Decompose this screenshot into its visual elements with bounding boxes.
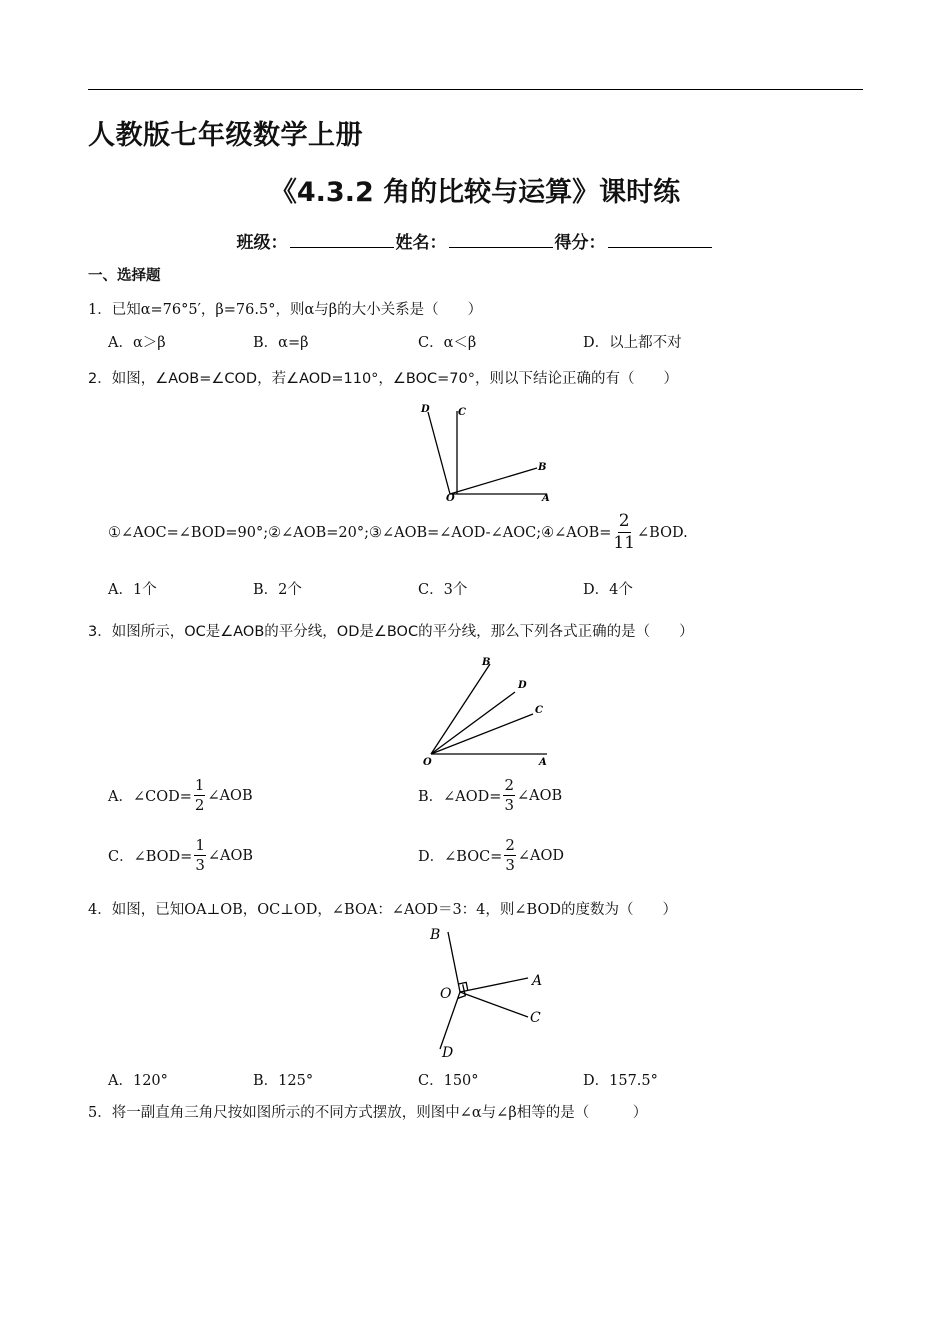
q1-option-c[interactable]: C．α＜β: [418, 335, 477, 351]
q2-option-d[interactable]: D．4个: [583, 582, 633, 598]
q2-label-b: B: [538, 462, 547, 473]
q3-option-a-den: 2: [194, 796, 205, 814]
q4-ray-oc: [460, 992, 528, 1017]
q3-label-a: A: [539, 757, 547, 768]
q3-option-b-post: ∠AOB: [517, 787, 563, 804]
q2-statement-post: ∠BOD.: [637, 524, 688, 541]
q3-ray-oc: [431, 714, 533, 754]
q4-ray-ob: [448, 932, 460, 992]
q4-figure: [420, 922, 560, 1062]
book-title: 人教版七年级数学上册: [88, 120, 363, 151]
q2-frac-den: 11: [613, 533, 636, 553]
q2-label-d: D: [421, 404, 430, 415]
q3-option-d-den: 3: [505, 856, 515, 874]
q3-option-c-fraction: [194, 838, 206, 873]
q4-label-d: D: [442, 1045, 454, 1061]
section-heading: 一、选择题: [88, 268, 161, 284]
q3-option-c-pre: C．∠BOD=: [108, 849, 193, 865]
q3-option-a-post: ∠AOB: [207, 787, 253, 804]
question-2-text: 2．如图，∠AOB=∠COD，若∠AOD=110°，∠BOC=70°，则以下结论正确的有（ ）: [88, 371, 678, 387]
q3-option-a-pre: A．∠COD=: [108, 789, 192, 805]
q3-option-a-fraction: [194, 778, 206, 813]
class-blank[interactable]: [290, 233, 394, 248]
q3-option-c-num: 1: [195, 836, 205, 854]
q2-option-a[interactable]: A．1个: [108, 582, 157, 598]
q3-option-d-post: ∠AOD: [517, 847, 565, 864]
q3-option-c-den: 3: [195, 856, 205, 874]
q4-label-b: B: [430, 927, 441, 943]
q3-label-b: B: [482, 657, 491, 668]
q3-ray-od: [431, 692, 515, 754]
q4-label-o: O: [440, 986, 452, 1002]
q3-option-a-num: 1: [194, 776, 205, 794]
q3-option-b-num: 2: [504, 776, 514, 794]
q3-figure: [418, 653, 563, 769]
q3-option-d-num: 2: [505, 836, 515, 854]
question-1-text: 1．已知α=76°5′，β=76.5°，则α与β的大小关系是（ ）: [88, 302, 483, 318]
q2-fraction: [613, 513, 635, 552]
header-rule: [88, 89, 863, 90]
class-label: 班级：: [236, 233, 288, 253]
q3-option-c-post: ∠AOB: [207, 847, 254, 864]
q3-label-o: O: [423, 757, 432, 768]
student-info-line: [0, 228, 950, 253]
q2-label-c: C: [458, 407, 466, 418]
q2-label-o: O: [446, 493, 455, 504]
q4-ray-oa: [460, 978, 528, 992]
q3-option-b-pre: B．∠AOD=: [418, 789, 502, 805]
q3-option-b[interactable]: [418, 778, 562, 813]
name-blank[interactable]: [449, 233, 553, 248]
score-blank[interactable]: [608, 233, 712, 248]
q3-label-d: D: [518, 680, 527, 691]
q1-option-a[interactable]: A．α＞β: [108, 335, 166, 351]
q2-statements: [108, 513, 688, 552]
question-4-text: 4．如图，已知OA⊥OB，OC⊥OD，∠BOA：∠AOD＝3：4，则∠BOD的度数为（ ）: [88, 902, 677, 918]
score-label: 得分：: [554, 233, 606, 253]
page-title: 《4.3.2 角的比较与运算》课时练: [269, 177, 681, 208]
q4-label-a: A: [532, 973, 543, 989]
question-5-text: 5．将一副直角三角尺按如图所示的不同方式摆放，则图中∠α与∠β相等的是（ ）: [88, 1105, 648, 1121]
q4-label-c: C: [530, 1010, 541, 1026]
q3-ray-ob: [431, 664, 490, 754]
q2-figure: [410, 398, 560, 508]
q3-option-b-den: 3: [504, 796, 514, 814]
q1-option-d[interactable]: D．以上都不对: [583, 335, 682, 351]
q4-option-b[interactable]: B．125°: [253, 1073, 314, 1089]
name-label: 姓名：: [395, 233, 447, 253]
q4-option-d[interactable]: D．157.5°: [583, 1073, 658, 1089]
question-3-text: 3．如图所示，OC是∠AOB的平分线，OD是∠BOC的平分线，那么下列各式正确的是（ ）: [88, 624, 694, 640]
q3-option-d[interactable]: [418, 838, 564, 873]
q2-ray-ob: [450, 468, 537, 494]
q4-option-a[interactable]: A．120°: [108, 1073, 168, 1089]
q3-option-a[interactable]: [108, 778, 253, 813]
q3-label-c: C: [535, 705, 543, 716]
q2-label-a: A: [542, 493, 550, 504]
q2-ray-od: [428, 412, 450, 494]
q3-option-c[interactable]: [108, 838, 253, 873]
q2-statement-pre: ①∠AOC=∠BOD=90°;②∠AOB=20°;③∠AOB=∠AOD-∠AOC;④∠AOB=: [108, 524, 612, 541]
q3-option-d-fraction: [504, 838, 516, 873]
q1-option-b[interactable]: B．α=β: [253, 335, 309, 351]
q4-option-c[interactable]: C．150°: [418, 1073, 479, 1089]
q3-option-b-fraction: [503, 778, 515, 813]
q2-frac-num: 2: [618, 511, 630, 531]
q2-option-b[interactable]: B．2个: [253, 582, 302, 598]
q3-option-d-pre: D．∠BOC=: [418, 849, 503, 865]
q2-option-c[interactable]: C．3个: [418, 582, 468, 598]
